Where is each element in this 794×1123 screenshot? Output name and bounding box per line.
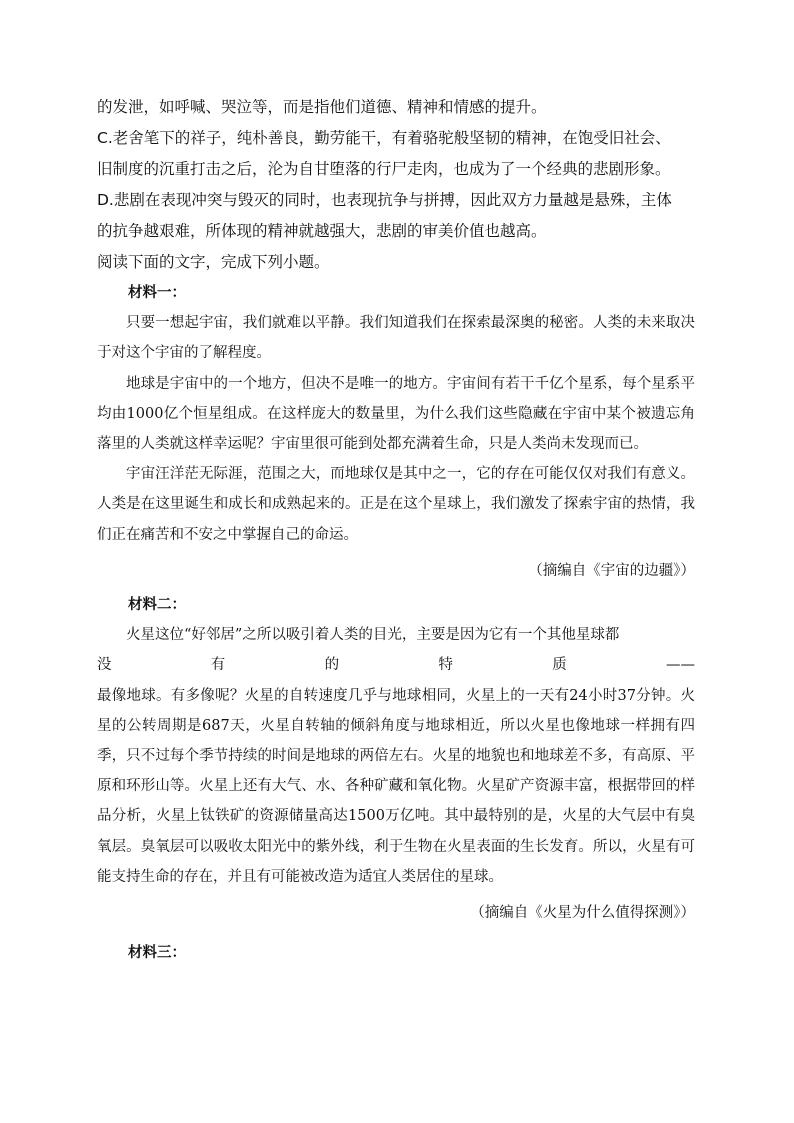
spread-word: 特: [438, 657, 453, 674]
material-1-paragraph-1: 只要一想起宇宙，我们就难以平静。我们知道我们在探索最深奥的秘密。人类的未来取决于对这个宇宙的了解程度。: [97, 315, 695, 362]
option-d-line-1: D.悲剧在表现冲突与毁灭的同时，也表现抗争与拼搏，因此双方力量越是悬殊，主体: [97, 191, 672, 209]
material-3: [97, 938, 695, 968]
spread-word: ——: [665, 657, 695, 674]
material-1: [97, 278, 695, 586]
text-line: 的发泄，如呼喊、哭泣等，而是指他们道德、精神和情感的提升。: [97, 98, 547, 116]
reading-instruction: 阅读下面的文字，完成下列小题。: [97, 253, 330, 271]
material-2-source: （摘编自《火星为什么值得探测》）: [470, 905, 695, 922]
question-options-block: [97, 92, 695, 278]
material-1-heading: 材料一：: [128, 284, 186, 301]
option-c-line-2: 旧制度的沉重打击之后，沦为自甘堕落的行尸走肉，也成为了一个经典的悲剧形象。: [97, 160, 671, 178]
spread-word: 没: [97, 657, 112, 674]
material-2: [97, 590, 695, 928]
material-3-heading: 材料三：: [128, 944, 186, 962]
option-d-line-2: 的抗争越艰难，所体现的精神就越强大，悲剧的审美价值也越高。: [97, 222, 547, 240]
material-1-paragraph-3: 宇宙汪洋茫无际涯，范围之大，而地球仅是其中之一，它的存在可能仅仅对我们有意义。人类是在这里诞生和成长和成熟起来的。正是在这个星球上，我们激发了探索宇宙的热情，我们正在痛苦和不安之中掌握自己的命运。: [97, 466, 695, 543]
spread-word: 质: [552, 657, 567, 674]
material-2-body: 最像地球。有多像呢？火星的自转速度几乎与地球相同，火星上的一天有24小时37分钟。火星的公转周期是687天，火星自转轴的倾斜角度与地球相近，所以火星也像地球一样拥有四季，只不过每个季节持续的时间是地球的两倍左右。火星的地貌也和地球差不多，有高原、平原和环形山等。火星上还有大气、水、各种矿藏和氧化物。火星矿产资源丰富，根据带回的样品分析，火星上钛铁矿的资源储量高达1500万亿吨。其中最特别的是，火星的大气层中有臭氧层。臭氧层可以吸收太阳光中的紫外线，利于生物在火星表面的生长发育。所以，火星有可能支持生命的存在，并且有可能被改造为适宜人类居住的星球。: [97, 687, 695, 885]
material-2-heading: 材料二：: [128, 596, 186, 614]
material-2-spread-line: [97, 650, 695, 680]
material-1-paragraph-2: 地球是宇宙中的一个地方，但决不是唯一的地方。宇宙间有若干千亿个星系，每个星系平均由1000亿个恒星组成。在这样庞大的数量里，为什么我们这些隐藏在宇宙中某个被遗忘角落里的人类就这样幸运呢？宇宙里很可能到处都充满着生命，只是人类尚未发现而已。: [97, 375, 695, 453]
spread-word: 有: [210, 657, 226, 674]
document-page: [97, 92, 695, 968]
option-c-line-1: C.老舍笔下的祥子，纯朴善良，勤劳能干，有着骆驼般坚韧的精神，在饱受旧社会、: [97, 129, 671, 147]
spread-word: 的: [324, 657, 340, 674]
material-2-first-line: 火星这位“好邻居”之所以吸引着人类的目光，主要是因为它有一个其他星球都: [126, 627, 620, 644]
material-1-source: （摘编自《宇宙的边疆》）: [528, 562, 695, 579]
